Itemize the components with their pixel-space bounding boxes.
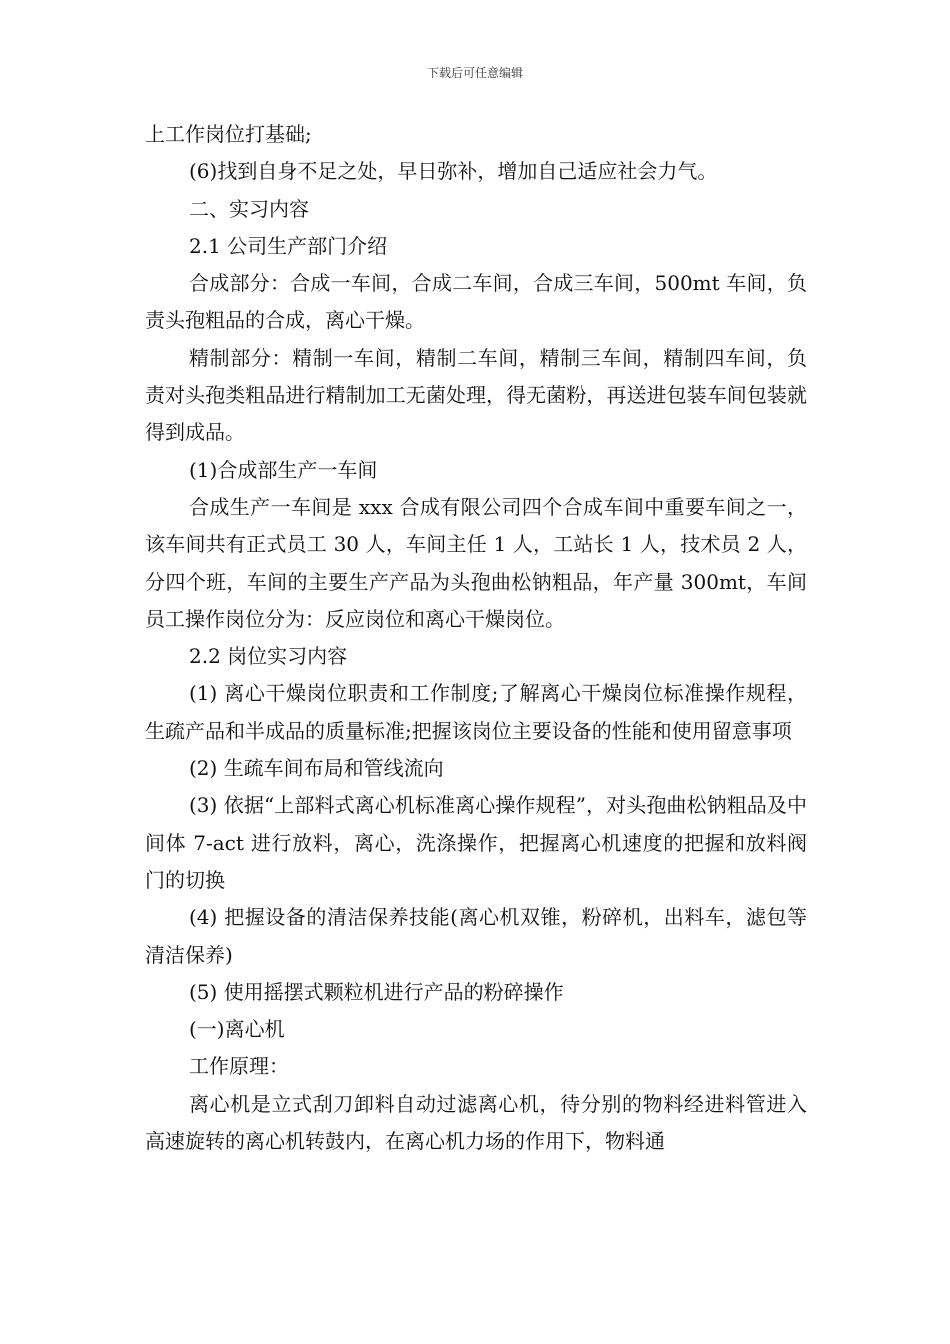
paragraph: 上工作岗位打基础; <box>145 122 312 146</box>
paragraph: 合成生产一车间是 xxx 合成有限公司四个合成车间中重要车间之一，该车间共有正式员工 30 人，车间主任 1 人，工站长 1 人，技术员 2 人，分四个班，车间的主要生产产品为头孢曲松钠粗品，年产量 300mt，车间员工操作岗位分为：反应岗位和离心干燥岗位。 <box>145 494 807 631</box>
list-item: (4) 把握设备的清洁保养技能(离心机双锥，粉碎机，出料车，滤包等清洁保养) <box>145 905 807 967</box>
list-item: (3) 依据“上部料式离心机标准离心操作规程”，对头孢曲松钠粗品及中间体 7-act 进行放料，离心，洗涤操作，把握离心机速度的把握和放料阀门的切换 <box>145 793 807 892</box>
paragraph: 精制部分：精制一车间，精制二车间，精制三车间，精制四车间，负责对头孢类粗品进行精制加工无菌处理，得无菌粉，再送进包装车间包装就得到成品。 <box>145 345 807 445</box>
document-body <box>145 116 807 1160</box>
subsection-heading: 2.1 公司生产部门介绍 <box>189 233 388 258</box>
list-item: (2) 生疏车间布局和管线流向 <box>189 756 444 781</box>
page-header: 下载后可任意编辑 <box>426 66 523 80</box>
subsection-heading: (1)合成部生产一车间 <box>189 457 378 482</box>
subsection-heading: (一)离心机 <box>189 1017 285 1042</box>
paragraph: 工作原理： <box>189 1054 289 1079</box>
list-item: (5) 使用摇摆式颗粒机进行产品的粉碎操作 <box>189 979 564 1004</box>
subsection-heading: 2.2 岗位实习内容 <box>189 644 348 669</box>
paragraph: 合成部分：合成一车间，合成二车间，合成三车间，500mt 车间，负责头孢粗品的合成，离心干燥。 <box>145 271 807 333</box>
paragraph: 离心机是立式刮刀卸料自动过滤离心机，待分别的物料经进料管进入高速旋转的离心机转鼓内，在离心机力场的作用下，物料通 <box>145 1091 807 1154</box>
section-heading: 二、实习内容 <box>189 196 309 221</box>
paragraph: (6)找到自身不足之处，早日弥补，增加自己适应社会力气。 <box>189 159 718 184</box>
list-item: (1) 离心干燥岗位职责和工作制度;了解离心干燥岗位标准操作规程，生疏产品和半成品的质量标准;把握该岗位主要设备的性能和使用留意事项 <box>145 681 807 743</box>
